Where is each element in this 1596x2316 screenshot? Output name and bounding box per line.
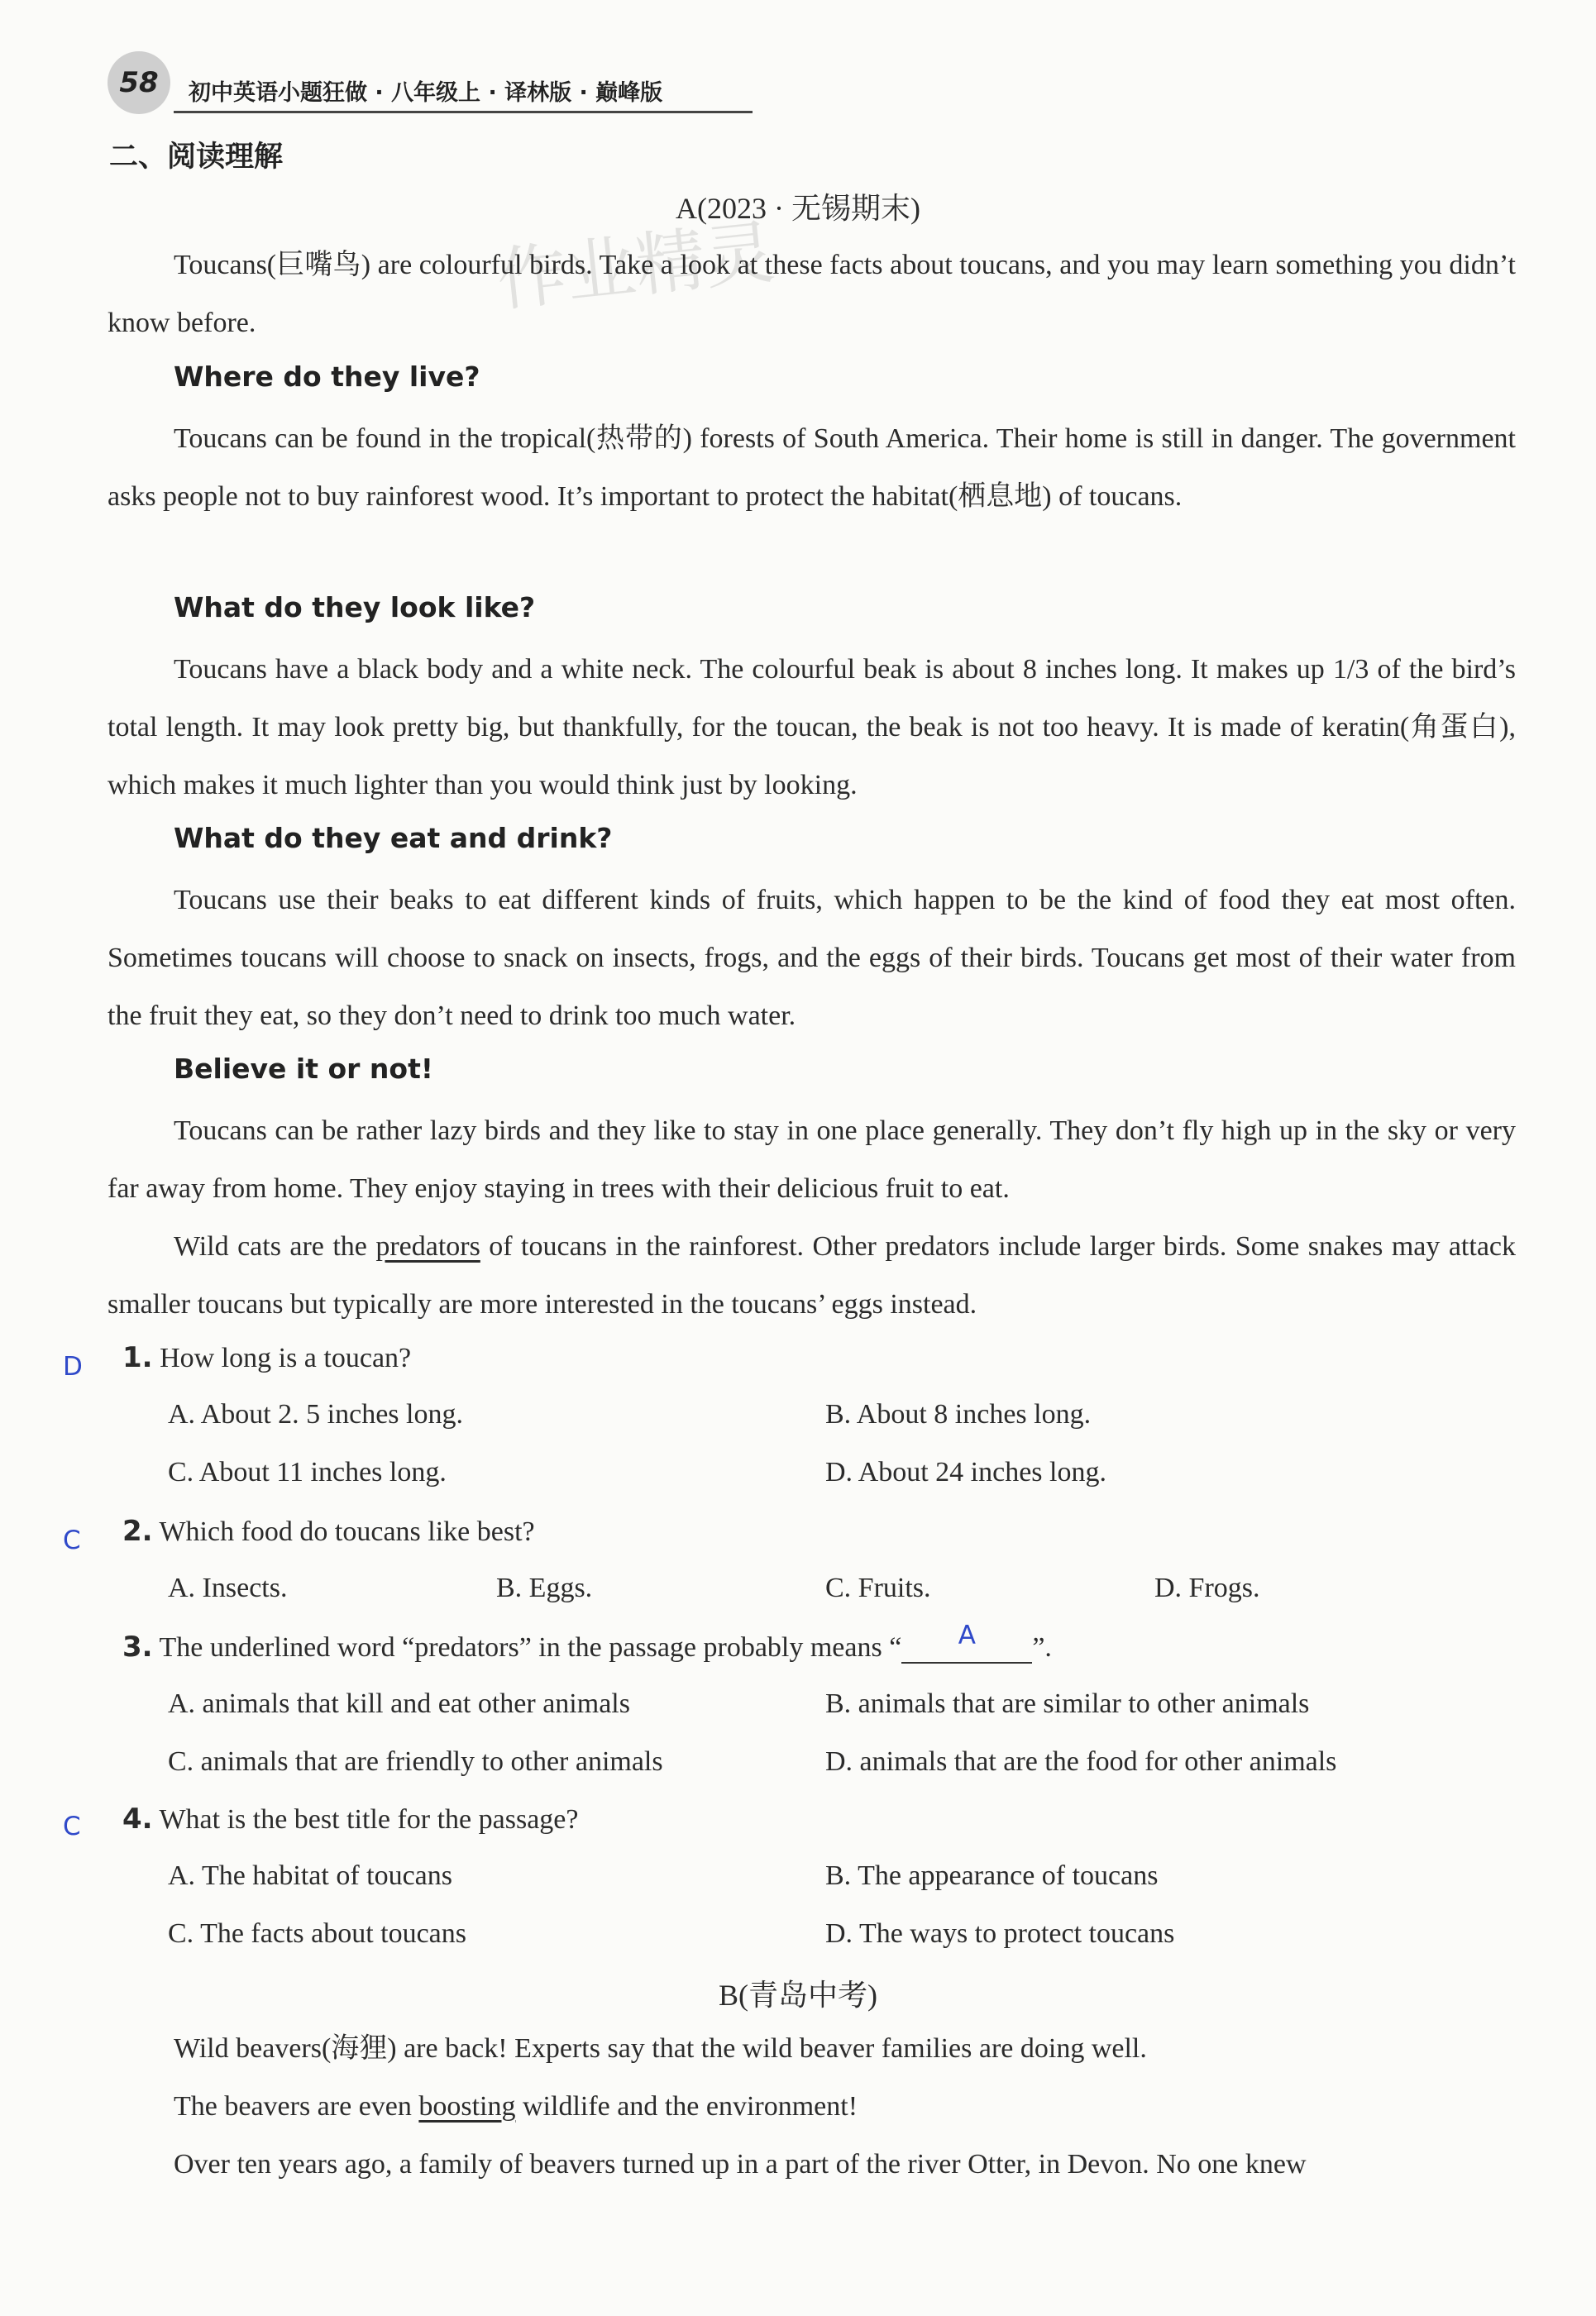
passage-b-paragraph-3: Over ten years ago, a family of beavers turned up in a part of the river Otter, in Devon. No one knew [174,2149,1307,2180]
passage-b-paragraph-2 [108,2078,1516,2136]
paragraph-habitat: Toucans can be found in the tropical(热带的) forests of South America. Their home is still in danger. The government asks people not to buy rainforest wood. It’s important to protect the habitat(栖息地) of toucans. [108,423,1516,512]
subheading-eat-drink: What do they eat and drink? [174,822,613,854]
option-c: C. About 11 inches long. [168,1457,447,1487]
option-b: B. animals that are similar to other animals [825,1688,1310,1719]
section-heading: 二、阅读理解 [109,141,284,174]
answer-mark: C [63,1812,81,1841]
option-d: D. About 24 inches long. [825,1457,1106,1487]
boosting-text-before: The beavers are even [174,2091,419,2122]
question-text: How long is a toucan? [160,1343,412,1373]
question-text: What is the best title for the passage? [159,1804,579,1835]
question-number: 1. [122,1341,153,1374]
option-d: D. Frogs. [1154,1573,1260,1603]
option-a: A. Insects. [168,1573,288,1603]
answer-blank [901,1621,1032,1664]
option-d: D. animals that are the food for other animals [825,1746,1337,1777]
predators-text-before: Wild cats are the [174,1231,376,1262]
paragraph-predators [108,1218,1516,1334]
paragraph-food: Toucans use their beaks to eat different kinds of fruits, which happen to be the kind of food they eat most often. Sometimes toucans will choose to snack on insects, frogs, and the eggs of their birds. Toucans get most of their water from the fruit they eat, so they don’t need to drink too much water. [108,885,1516,1031]
question-number: 2. [122,1515,153,1548]
question-text: Which food do toucans like best? [159,1516,535,1547]
paragraph-appearance: Toucans have a black body and a white neck. The colourful beak is about 8 inches long. It makes up 1/3 of the bird’s total length. It may look pretty big, but thankfully, for the toucan, the beak is not too heavy. It is made of keratin(角蛋白), which makes it much lighter than you would think just by looking. [108,654,1516,800]
question-number: 3. [122,1631,153,1664]
question-number: 4. [122,1803,153,1836]
page-number: 58 [108,51,170,114]
question-text-after: ”. [1032,1632,1052,1663]
option-b: B. The appearance of toucans [825,1860,1159,1891]
watermark: 作业精灵 [493,211,778,322]
underlined-word-boosting: boosting [418,2091,516,2122]
passage-b-title: B(青岛中考) [719,1979,877,2012]
question-1 [122,1341,411,1374]
page-header [108,51,736,117]
question-text-before: The underlined word “predators” in the passage probably means “ [159,1632,902,1663]
passage-a-title: A(2023 · 无锡期末) [676,192,920,225]
option-a: A. The habitat of toucans [168,1860,453,1891]
boosting-text-after: wildlife and the environment! [515,2091,858,2122]
header-divider [174,111,753,113]
answer-mark: D [63,1352,83,1382]
question-3 [122,1621,1052,1664]
passage-a-intro: Toucans(巨嘴鸟) are colourful birds. Take a look at these facts about toucans, and you may learn something you didn’t know before. [108,250,1516,338]
book-title: 初中英语小题狂做 · 八年级上 · 译林版 · 巅峰版 [189,80,663,106]
question-2 [122,1515,535,1548]
underlined-word-predators: predators [375,1231,480,1262]
paragraph-behaviour: Toucans can be rather lazy birds and they like to stay in one place generally. They don’t fly high up in the sky or very far away from home. They enjoy staying in trees with their delicious fruit to eat. [108,1115,1516,1204]
option-c: C. Fruits. [825,1573,931,1603]
question-4 [122,1803,578,1836]
subheading-where-live: Where do they live? [174,361,480,393]
answer-mark: A [958,1621,976,1650]
predators-text-after: of toucans in the rainforest. Other predators include larger birds. Some snakes may attack smaller toucans but typically are more interested in the toucans’ eggs instead. [108,1231,1516,1320]
option-c: C. The facts about toucans [168,1918,467,1949]
option-a: A. About 2. 5 inches long. [168,1399,463,1430]
option-b: B. Eggs. [496,1573,593,1603]
subheading-look-like: What do they look like? [174,591,536,623]
answer-mark: C [63,1526,81,1555]
option-d: D. The ways to protect toucans [825,1918,1175,1949]
option-c: C. animals that are friendly to other animals [168,1746,663,1777]
passage-b-paragraph-1: Wild beavers(海狸) are back! Experts say that the wild beaver families are doing well. [174,2033,1147,2064]
option-a: A. animals that kill and eat other animals [168,1688,630,1719]
subheading-believe-it: Believe it or not! [174,1053,433,1085]
option-b: B. About 8 inches long. [825,1399,1092,1430]
